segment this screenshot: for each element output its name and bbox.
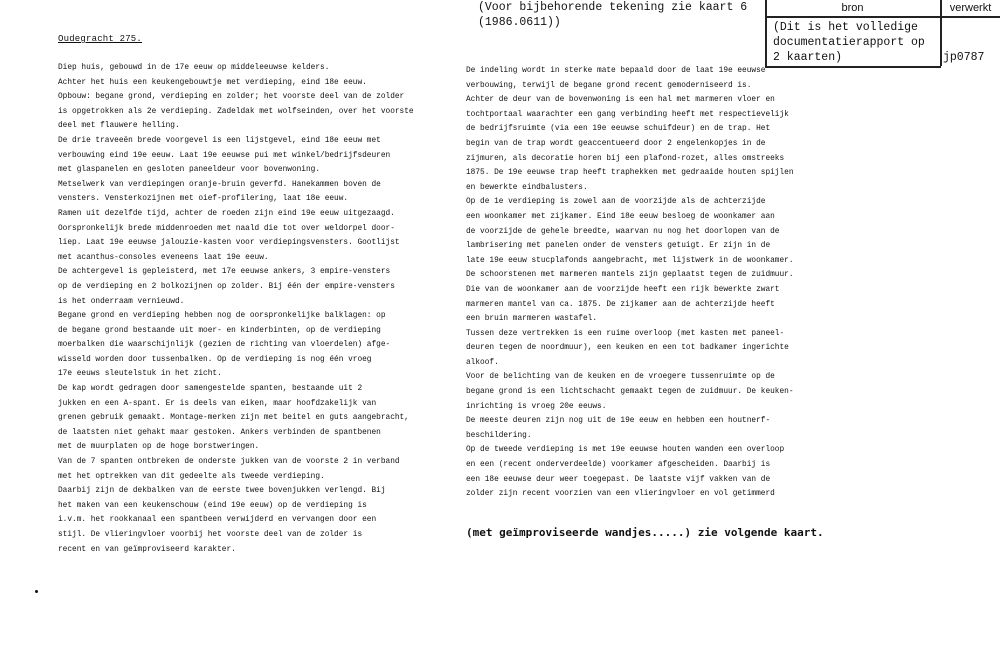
text-line: met acanthus-consoles eveneens laat 19e eeuw. bbox=[58, 253, 269, 262]
documentation-note bbox=[773, 20, 925, 65]
text-line: een 18e eeuwse deur weer toegepast. De laatste vijf vakken van de bbox=[466, 475, 771, 484]
reference-note bbox=[478, 0, 747, 30]
text-line: jukken en een A-spant. Er is deels van eiken, maar hoofdzakelijk van bbox=[58, 399, 377, 408]
text-line: vensters. Vensterkozijnen met oief-profilering, laat 18e eeuw. bbox=[58, 195, 349, 204]
text-line: begin van de trap wordt geaccentueerd door 2 engelenkopjes in de bbox=[466, 139, 766, 148]
text-line: met het optrekken van dit gedeelte als tweede verdieping. bbox=[58, 472, 325, 481]
documentation-note-line: 2 kaarten) bbox=[773, 51, 843, 64]
text-line: De meeste deuren zijn nog uit de 19e eeuw en hebben een houtnerf- bbox=[466, 417, 771, 426]
continuation-note: (met geïmproviseerde wandjes.....) zie volgende kaart. bbox=[466, 526, 824, 539]
text-line: Diep huis, gebouwd in de 17e eeuw op middeleeuwse kelders. bbox=[58, 64, 330, 72]
text-line: i.v.m. het rookkanaal een spantbeen verwijderd en vervangen door een bbox=[58, 516, 377, 525]
text-line: De drie traveeën brede voorgevel is een lijstgevel, eind 18e eeuw met bbox=[58, 136, 381, 145]
text-line: begane grond is een lichtschacht gemaakt tegen de zuidmuur. De keuken- bbox=[466, 388, 794, 397]
text-line: Voor de belichting van de keuken en de vroegere tussenruimte op de bbox=[466, 373, 775, 382]
text-line: deel met flauwere helling. bbox=[58, 122, 180, 131]
archive-code: jp0787 bbox=[943, 51, 985, 64]
text-line: grenen gebruik gemaakt. Montage-merken zijn met beitel en guts aangebracht, bbox=[58, 414, 409, 423]
text-line: verbouwing, terwijl de begane grond recent gemoderniseerd is. bbox=[466, 81, 752, 90]
documentation-note-line: (Dit is het volledige bbox=[773, 21, 918, 34]
text-line: Van de 7 spanten ontbreken de onderste jukken van de voorste 2 in verband bbox=[58, 458, 400, 467]
text-line: tochtportaal waarachter een gang verbinding heeft met respectievelijk bbox=[466, 110, 789, 119]
reference-note-line: (1986.0611)) bbox=[478, 16, 561, 29]
text-line: de begane grond bestaande uit moer- en kinderbinten, op de verdieping bbox=[58, 326, 381, 335]
text-line: liep. Laat 19e eeuwse jalouzie-kasten voor verdiepingsvensters. Gootlijst bbox=[58, 239, 400, 248]
text-line: en bewerkte eindbalusters. bbox=[466, 183, 588, 192]
text-line: Begane grond en verdieping hebben nog de oorspronkelijke balklagen: op bbox=[58, 312, 386, 321]
text-line: Oorspronkelijk brede middenroeden met naald die tot over weldorpel door- bbox=[58, 224, 395, 233]
bron-header: bron bbox=[841, 2, 864, 14]
text-line: marmeren mantel van ca. 1875. De zijkamer aan de achterzijde heeft bbox=[466, 300, 775, 309]
text-line: Daarbij zijn de dekbalken van de eerste twee bovenjukken verlengd. Bij bbox=[58, 487, 386, 496]
documentation-note-line: documentatierapport op bbox=[773, 36, 925, 49]
text-line: 17e eeuws sleutelstuk in het zicht. bbox=[58, 370, 222, 379]
text-line: is opgetrokken als 2e verdieping. Zadeldak met wolfseinden, over het voorste bbox=[58, 107, 414, 116]
text-line: met de muurplaten op de hoge borstweringen. bbox=[58, 443, 260, 452]
text-line: zijmuren, als decoratie horen bij een plafond-rozet, alles omstreeks bbox=[466, 154, 785, 163]
reference-note-line: (Voor bijbehorende tekening zie kaart 6 bbox=[478, 1, 748, 14]
verwerkt-header: verwerkt bbox=[949, 2, 992, 14]
text-line: stijl. De vlieringvloer voorbij het voorste deel van de zolder is bbox=[58, 531, 363, 539]
left-text-column bbox=[58, 61, 414, 557]
header-rule-top bbox=[765, 16, 1000, 18]
text-line: de laatsten niet gehakt maar gestoken. Ankers verbinden de spantbenen bbox=[58, 428, 381, 437]
text-line: Achter de deur van de bovenwoning is een hal met marmeren vloer en bbox=[466, 96, 775, 105]
text-line: De indeling wordt in sterke mate bepaald door de laat 19e eeuwse bbox=[466, 67, 766, 75]
text-line: het maken van een keukenschouw (eind 19e eeuw) op de verdieping is bbox=[58, 501, 367, 510]
text-line: De schoorstenen met marmeren mantels zijn geplaatst tegen de zuidmuur. bbox=[466, 271, 794, 280]
text-line: de voorzijde de gehele breedte, waarvan nu nog het doorlopen van de bbox=[466, 227, 780, 236]
text-line: Tussen deze vertrekken is een ruime overloop (met kasten met paneel- bbox=[466, 329, 785, 338]
text-line: verbouwing eind 19e eeuw. Laat 19e eeuwse pui met winkel/bedrijfsdeuren bbox=[58, 151, 391, 160]
text-line: recent en van geïmproviseerd karakter. bbox=[58, 545, 236, 554]
text-line: Metselwerk van verdiepingen oranje-bruin geverfd. Hanekammen boven de bbox=[58, 180, 381, 189]
text-line: de bedrijfsruimte (via een 19e eeuwse schuifdeur) en de trap. Het bbox=[466, 125, 771, 134]
right-text-column bbox=[466, 64, 794, 502]
text-line: lambrisering met panelen onder de vensters getuigt. Er zijn in de bbox=[466, 242, 771, 251]
page-title: Oudegracht 275. bbox=[58, 34, 143, 44]
text-line: Ramen uit dezelfde tijd, achter de roeden zijn eind 19e eeuw uitgezaagd. bbox=[58, 209, 395, 218]
text-line: met glaspanelen en gesloten paneeldeur voor bovenwoning. bbox=[58, 166, 321, 175]
text-line: zolder zijn recent voorzien van een vlieringvloer en vol getimmerd bbox=[466, 490, 775, 499]
text-line: De achtergevel is gepleisterd, met 17e eeuwse ankers, 3 empire-vensters bbox=[58, 268, 391, 277]
text-line: deuren tegen de noordmuur), een keuken en een tot badkamer ingerichte bbox=[466, 344, 789, 353]
text-line: inrichting is vroeg 20e eeuws. bbox=[466, 402, 607, 411]
text-line: Opbouw: begane grond, verdieping en zolder; het voorste deel van de zolder bbox=[58, 93, 405, 102]
text-line: wisseld worden door tussenbalken. Op de verdieping is nog één vroeg bbox=[58, 355, 372, 364]
text-line: moerbalken die waarschijnlijk (gezien de richting van vloerdelen) afge- bbox=[58, 341, 391, 350]
text-line: een bruin marmeren wastafel. bbox=[466, 315, 598, 324]
text-line: Die van de woonkamer aan de voorzijde heeft een rijk bewerkte zwart bbox=[466, 285, 780, 294]
text-line: Op de 1e verdieping is zowel aan de voorzijde als de achterzijde bbox=[466, 198, 766, 207]
text-line: alkoof. bbox=[466, 358, 499, 367]
text-line: late 19e eeuw stucplafonds aangebracht, met lijstwerk in de woonkamer. bbox=[466, 256, 794, 265]
text-line: Op de tweede verdieping is met 19e eeuwse houten wanden een overloop bbox=[466, 446, 785, 455]
text-line: Achter het huis een keukengebouwtje met verdieping, eind 18e eeuw. bbox=[58, 78, 367, 87]
header-rule-left bbox=[765, 0, 767, 66]
text-line: op de verdieping en 2 bolkozijnen op zolder. Bij één der empire-vensters bbox=[58, 282, 395, 291]
text-line: beschildering. bbox=[466, 431, 532, 440]
text-line: en een (recent onderverdeelde) voorkamer afgescheiden. Daarbij is bbox=[466, 461, 771, 470]
text-line: een woonkamer met zijkamer. Eind 18e eeuw besloeg de woonkamer aan bbox=[466, 212, 775, 221]
header-rule-mid bbox=[940, 0, 942, 66]
text-line: is het onderraam vernieuwd. bbox=[58, 297, 185, 306]
bullet-mark bbox=[35, 590, 38, 593]
text-line: 1875. De 19e eeuwse trap heeft traphekken met gedraaide houten spijlen bbox=[466, 169, 794, 178]
text-line: De kap wordt gedragen door samengestelde spanten, bestaande uit 2 bbox=[58, 385, 363, 394]
